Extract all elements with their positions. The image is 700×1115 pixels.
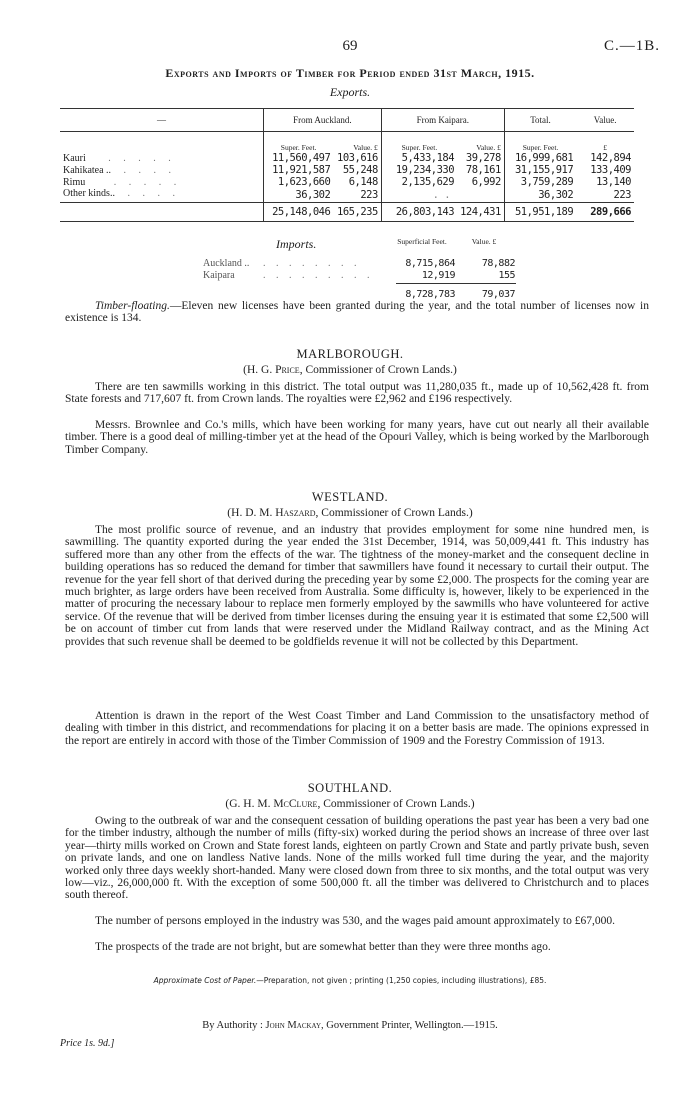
table-row [60,164,634,176]
imports-row-feet: 8,715,864 [405,258,455,269]
westland-commissioner: (H. D. M. Haszard, Commissioner of Crown Lands.) [227,507,473,519]
col-header-item: — [60,109,263,132]
cell-total-value: 133,409 [590,164,631,176]
imports-col-feet-header: Superficial Feet. [397,237,447,246]
cell-auck-value: 223 [360,189,378,201]
cell-kaip-value: 6,992 [471,176,501,188]
commissioner-role: , Commissioner of Crown Lands.) [315,507,473,519]
cell-kaip-value: 39,278 [465,152,501,164]
cell-total-value: 13,140 [596,176,631,188]
total-auck-feet: 25,148,046 [263,203,333,222]
unit-kaip-value: Value. £ [476,143,501,152]
exports-table [60,108,634,222]
imports-col-value-header: Value. £ [471,237,497,246]
imports-label: Imports. [276,237,317,251]
timber-floating-text: —Eleven new licenses have been granted during the year, and the total number of licenses now in existence is 134. [65,300,649,325]
cell-total-value: 142,894 [590,152,631,164]
imports-row-leader: . . . . . . . . . [263,270,374,281]
row-leader: . . . . . [108,152,176,164]
row-name: Other kinds.. [63,188,115,199]
westland-paragraph-2: Attention is drawn in the report of the West Coast Timber and Land Commission to the unsatisfactory method of dealing with timber in this district, and recommendations for placing it on a better basis are made. The opinions expressed in the report are entirely in accord with those of the Timber Commission of 1909 and the Forestry Commission of 1913. [65,710,649,747]
total-auck-value: 165,235 [333,203,381,222]
col-header-kaipara: From Kaipara. [381,109,504,132]
cell-kaip-feet: 19,234,330 [381,164,457,176]
row-name: Rimu [63,176,86,188]
col-header-value: Value. [576,109,634,132]
cell-auck-value: 6,148 [348,176,378,188]
col-header-total: Total. [504,109,576,132]
unit-auck-feet: Super. Feet. [263,132,333,153]
unit-kaip-feet: Super. Feet. [381,132,457,153]
table-row [60,188,634,203]
document-reference: C.—1B. [603,38,660,54]
commissioner-role: , Commissioner of Crown Lands.) [317,798,475,810]
cell-auck-feet: 11,560,497 [263,152,333,164]
imports-total-value: 79,037 [481,289,515,300]
cell-auck-value: 55,248 [342,164,378,176]
imports-row [203,270,515,282]
price-note: Price 1s. 9d.] [60,1038,115,1049]
cell-kaip-feet: . . [381,188,457,203]
southland-paragraph-2: The number of persons employed in the industry was 530, and the wages paid amount approximately to £67,000. [95,915,615,927]
totals-row [60,203,634,222]
cell-kaip-feet: 2,135,629 [381,176,457,188]
total-kaip-feet: 26,803,143 [381,203,457,222]
page-number: 69 [342,38,358,54]
marlborough-commissioner: (H. G. Price, Commissioner of Crown Lands.) [243,364,457,376]
cell-kaip-feet: 5,433,184 [381,152,457,164]
total-total-feet: 51,951,189 [504,203,576,222]
total-total-value: 289,666 [576,203,634,222]
cell-total-value: 223 [613,189,631,201]
timber-floating-lead: Timber-floating. [95,300,170,312]
report-title: Exports and Imports of Timber for Period ended 31st March, 1915. [165,66,535,80]
commissioner-name: H. D. M. Haszard [231,507,316,519]
marlborough-paragraph-2: Messrs. Brownlee and Co.'s mills, which have been working for many years, have cut out nearly all their available timber. There is a good deal of milling-timber yet at the head of the Opouri Valley, which is being worked by the Marlborough Timber Company. [65,419,649,456]
col-header-auckland: From Auckland. [263,109,381,132]
imports-row [203,258,515,270]
exports-group-header-row [60,109,634,132]
row-leader: . . . . . [113,176,182,188]
cost-note-lead: Approximate Cost of Paper. [153,976,257,985]
imports-total-rule [396,283,516,284]
westland-paragraph-1: The most prolific source of revenue, and an industry that provides employment for some nine hundred men, is sawmilling. The quantity exported during the year ended the 31st December, 1914, was 50,009,441 ft. This industry has suffered more than any other from the effects of the war. The tightness of the money-market and the consequent decline in building operations has so reduced the demand for timber that sawmillers have found it necessary to curtail their output. The revenue for the year fell short of that derived during the preceding year by some £2,000. The prospects for the coming year are much brighter, as large orders have been received from Australia. Some difficulty is, however, likely to be experienced in the matter of procuring the necessary labour to replace men formerly employed by the sawmills who have volunteered for active service. Of the revenue that will be derived from timber licenses during the ensuing year it is estimated that some £2,500 will be on account of timber cut from lands that were reserved under the Midland Railway contract, and as the Mining Act provides that such revenue shall be deemed to be goldfields revenue it will not be collected by this Department. [65,524,649,648]
commissioner-name: H. G. Price [246,364,300,376]
southland-paragraph-1: Owing to the outbreak of war and the consequent cessation of building operations the past year has been a very bad one for the timber industry, although the number of mills (fifty-six) worked during the period shows an increase of three over last year—thirty mills worked on Crown and State forest lands, eighteen on partly Crown and State and partly private bush, seven on private lands, and one on landless Native lands. None of the mills worked full time during the year, and the majority worked only three days weekly short-handed. Many were closed down from three to six months, and the total output was very low—viz., 26,000,000 ft. With the exception of some 500,000 ft. all the timber was delivered to Christchurch and to places south thereof. [65,815,649,902]
commissioner-name: G. H. M. McClure [229,798,318,810]
cell-kaip-value: 78,161 [465,164,501,176]
southland-paragraph-3: The prospects of the trade are not bright, but are somewhat better than they were three months ago. [95,941,551,953]
cost-note-text: —Preparation, not given ; printing (1,250 copies, including illustrations), £85. [256,976,547,985]
cell-total-feet: 31,155,917 [504,164,576,176]
row-name: Kauri [63,152,86,164]
cell-total-feet: 16,999,681 [504,152,576,164]
imports-row-value: 155 [498,270,515,281]
printer-authority [0,1020,700,1031]
table-row [60,176,634,188]
commissioner-role: , Commissioner of Crown Lands.) [299,364,457,376]
cell-total-feet: 36,302 [504,188,576,203]
cell-auck-value: 103,616 [337,152,378,164]
authority-suffix: , Government Printer, Wellington.—1915. [321,1020,498,1031]
imports-row-leader: . . . . . . . . [263,258,361,269]
row-leader: . . . . [123,164,177,176]
unit-total-feet: Super. Feet. [504,132,576,153]
imports-row-name: Kaipara [203,270,235,281]
imports-row-feet: 12,919 [421,270,455,281]
southland-heading: SOUTHLAND. [307,781,393,795]
imports-row-name: Auckland .. [203,258,250,269]
marlborough-heading: MARLBOROUGH. [296,347,404,361]
total-kaip-value: 124,431 [457,203,504,222]
westland-heading: WESTLAND. [311,490,389,504]
timber-floating-paragraph [65,300,649,325]
exports-unit-header-row [60,132,634,153]
imports-row-value: 78,882 [481,258,515,269]
cell-kaip-value [457,188,504,203]
row-leader: . . . . [127,188,180,199]
table-row [60,152,634,164]
cell-total-feet: 3,759,289 [504,176,576,188]
marlborough-paragraph-1: There are ten sawmills working in this district. The total output was 11,280,035 ft., made up of 10,562,428 ft. from State forests and 717,607 ft. from Crown lands. The royalties were £2,962 and £196 respectively. [65,381,649,406]
row-name: Kahikatea .. [63,164,112,176]
imports-total-feet: 8,728,783 [405,289,455,300]
unit-total-value: £ [603,143,607,152]
exports-label: Exports. [329,85,371,99]
unit-auck-value: Value. £ [353,143,378,152]
cell-auck-feet: 11,921,587 [263,164,333,176]
cell-auck-feet: 1,623,660 [263,176,333,188]
cell-auck-feet: 36,302 [263,188,333,203]
printer-name: John Mackay [265,1020,322,1031]
southland-commissioner: (G. H. M. McClure, Commissioner of Crown Lands.) [225,798,475,810]
authority-prefix: By Authority : [202,1020,266,1031]
cost-note [0,976,700,985]
